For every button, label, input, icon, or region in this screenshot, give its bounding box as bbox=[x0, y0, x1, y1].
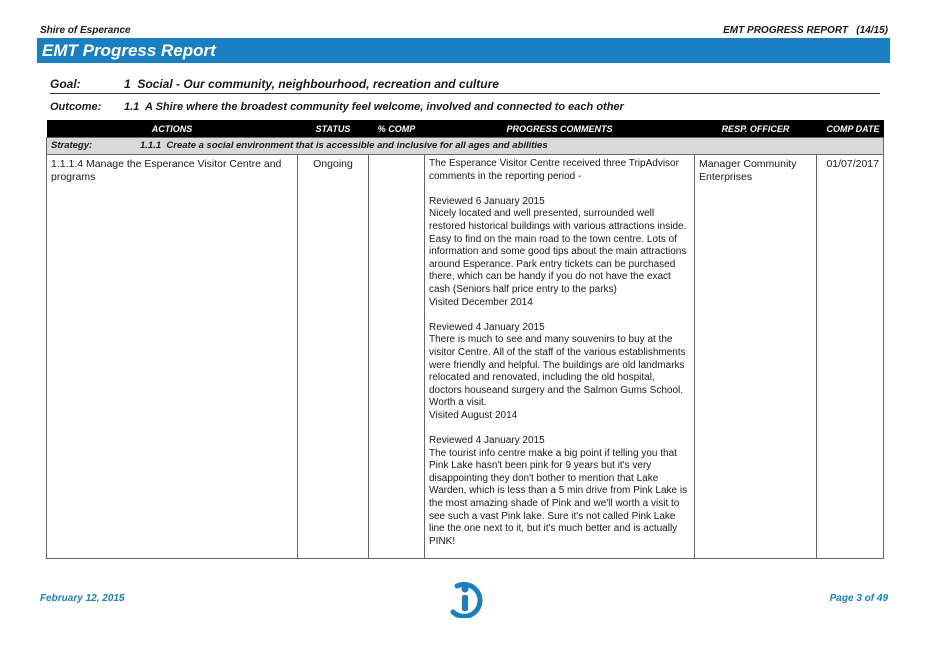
page-title: EMT Progress Report bbox=[37, 38, 890, 63]
table-row bbox=[47, 155, 884, 559]
page-number: Page 3 of 49 bbox=[829, 593, 888, 604]
col-comp-date: COMP DATE bbox=[817, 120, 884, 138]
col-resp-officer: RESP. OFFICER bbox=[695, 120, 817, 138]
comment-paragraph: Reviewed 4 January 2015 The tourist info centre make a big point if telling you that Pink Lake hasn't been pink for 9 years but it's very disappointing they don't bother to mention that Lake Warden, which is less than a 5 min drive from Pink Lake is the most amazing shade of Pink and we'll worth a visit to see such a vast Pink lake. Sure it's not called Pink Lake line the one next to it, but it's much better and is actually PINK! bbox=[429, 435, 688, 547]
table-header-row bbox=[47, 120, 884, 138]
comment-paragraph: Reviewed 4 January 2015 There is much to see and many souvenirs to buy at the visitor Centre. All of the staff of the various establishments were friendly and helpful. The buildings are old landmarks relocated and renovated, including the old hospital, doctors houseand surgery and the Salmon Gums School. Worth a visit. Visited August 2014 bbox=[429, 321, 686, 421]
strategy-label: Strategy: bbox=[51, 140, 93, 151]
comment-paragraph: The Esperance Visitor Centre received three TripAdvisor comments in the reporting period - bbox=[429, 158, 679, 182]
outcome-text: 1.1 A Shire where the broadest community feel welcome, involved and connected to each other bbox=[124, 101, 624, 113]
status-cell: Ongoing bbox=[298, 155, 369, 559]
outcome-row bbox=[50, 101, 624, 113]
goal-text: 1 Social - Our community, neighbourhood, recreation and culture bbox=[124, 77, 499, 91]
col-actions: ACTIONS bbox=[47, 120, 298, 138]
pct-comp-cell bbox=[369, 155, 425, 559]
goal-row bbox=[50, 77, 499, 91]
strategy-text: 1.1.1 Create a social environment that is accessible and inclusive for all ages and abilities bbox=[140, 140, 548, 151]
goal-label: Goal: bbox=[50, 77, 81, 91]
comp-date-cell: 01/07/2017 bbox=[817, 155, 884, 559]
divider bbox=[50, 93, 880, 94]
report-name: EMT PROGRESS REPORT (14/15) bbox=[723, 25, 888, 36]
comment-paragraph: Reviewed 6 January 2015 Nicely located and well presented, surrounded well restored historical buildings with various attractions inside. Easy to find on the main road to the town centre. Lots of information and some good tips about the main attractions around Esperance. Park entry tickets can be purchased there, which can be handy if you do not have the exact cash (Seniors half price entry to the parks) Visited December 2014 bbox=[429, 195, 687, 308]
footer-date: February 12, 2015 bbox=[40, 593, 125, 604]
col-progress-comments: PROGRESS COMMENTS bbox=[425, 120, 695, 138]
organisation-name: Shire of Esperance bbox=[40, 25, 131, 36]
col-pct-comp: % COMP bbox=[369, 120, 425, 138]
progress-comments-cell bbox=[425, 155, 695, 559]
outcome-label: Outcome: bbox=[50, 101, 102, 113]
strategy-row bbox=[47, 138, 884, 155]
action-cell: 1.1.1.4 Manage the Esperance Visitor Centre and programs bbox=[47, 155, 298, 559]
col-status: STATUS bbox=[298, 120, 369, 138]
resp-officer-cell: Manager Community Enterprises bbox=[695, 155, 817, 559]
strategy-cell bbox=[47, 138, 884, 155]
info-i-logo-icon bbox=[443, 578, 487, 618]
progress-table bbox=[46, 120, 884, 559]
